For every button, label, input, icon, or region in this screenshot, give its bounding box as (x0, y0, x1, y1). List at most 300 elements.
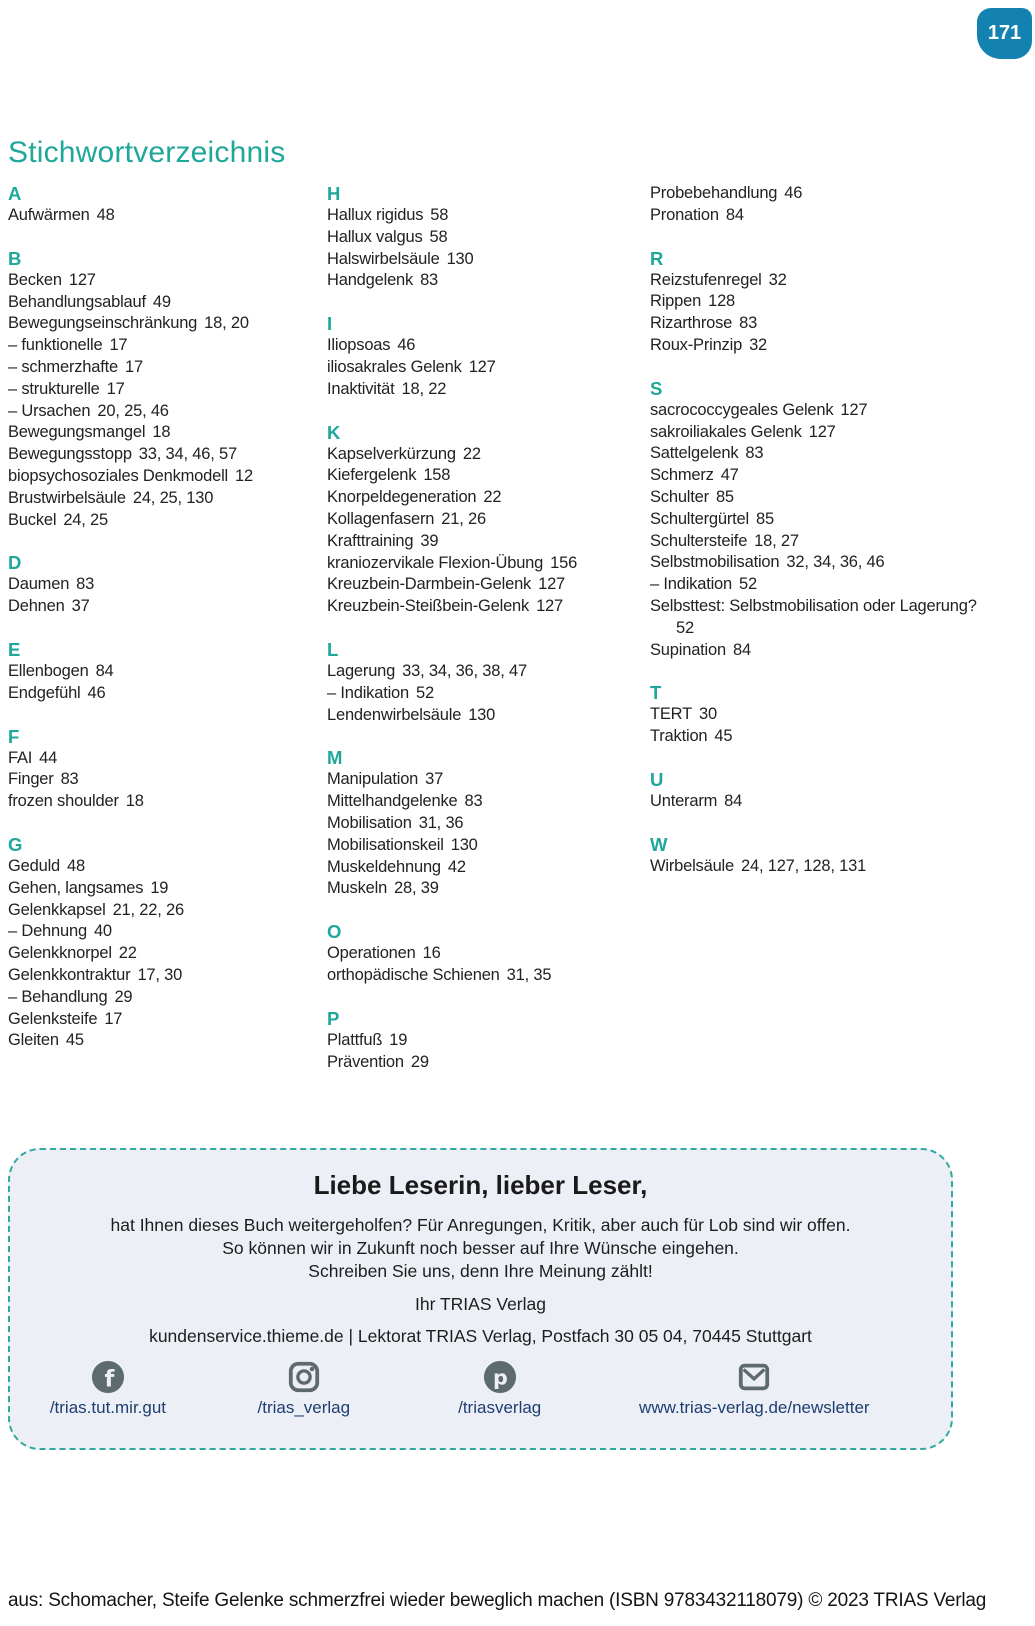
entry-term: Selbsttest: Selbstmobilisation oder Lagerung? (650, 596, 977, 615)
index-entry (8, 900, 321, 922)
entry-term: Kapselverkürzung (327, 444, 456, 463)
index-section-H (327, 183, 644, 292)
index-entry (8, 856, 321, 878)
entry-pages: 22 (483, 488, 502, 507)
index-entry (650, 704, 989, 726)
index-entry (327, 465, 644, 487)
index-entry (327, 1030, 644, 1052)
index-entry (327, 444, 644, 466)
entry-pages: 19 (150, 878, 169, 897)
index-entry (8, 313, 321, 335)
index-column-3 (650, 183, 995, 1094)
index-section-R (650, 248, 989, 357)
section-letter: A (8, 183, 22, 204)
entry-pages: 85 (715, 487, 734, 506)
index-entry (8, 596, 321, 618)
index-entry (327, 769, 644, 791)
entry-pages: 30 (698, 705, 717, 724)
index-entry (650, 726, 989, 748)
entry-pages: 127 (808, 422, 836, 441)
entry-term: Finger (8, 770, 54, 789)
social-row (10, 1360, 951, 1418)
entry-pages: 84 (95, 661, 114, 680)
social-handle[interactable]: www.trias-verlag.de/newsletter (639, 1398, 870, 1417)
index-section-D (8, 552, 321, 618)
entry-pages: 127 (468, 357, 496, 376)
section-letter: W (650, 833, 668, 855)
index-entry (650, 291, 989, 313)
index-entry (8, 510, 321, 532)
index-entry (650, 270, 989, 292)
section-letter: U (650, 768, 664, 790)
section-letter: G (8, 833, 23, 855)
entry-pages: 24, 25 (63, 510, 109, 529)
entry-term: Iliopsoas (327, 336, 391, 355)
entry-pages: 52 (739, 575, 757, 594)
index-entry (327, 596, 644, 618)
index-entry (8, 683, 321, 705)
entry-pages: 48 (67, 856, 85, 875)
entry-term: Schultersteife (650, 531, 748, 550)
index-entry (327, 878, 644, 900)
entry-term: Gelenkkapsel (8, 900, 106, 919)
entry-pages: 17 (125, 357, 143, 376)
social-item[interactable] (10, 1360, 206, 1418)
instagram-icon[interactable] (206, 1360, 402, 1396)
index-section-continued (650, 183, 989, 227)
entry-pages: 83 (739, 314, 758, 333)
entry-term: Buckel (8, 510, 57, 529)
index-section-O (327, 921, 644, 987)
pinterest-icon[interactable] (402, 1360, 598, 1396)
entry-term: Bewegungsstopp (8, 445, 132, 464)
entry-pages: 40 (93, 922, 112, 941)
section-letter: D (8, 552, 22, 574)
entry-pages: 22 (118, 944, 137, 963)
index-entry (327, 661, 644, 683)
index-section-L (327, 639, 644, 726)
entry-term: Reizstufenregel (650, 270, 762, 289)
index-entry (650, 552, 989, 574)
index-entry (8, 444, 321, 466)
entry-term: Halswirbelsäule (327, 249, 440, 268)
index-entry (327, 270, 644, 292)
entry-term: Gelenksteife (8, 1009, 98, 1028)
entry-term: Kreuzbein-Steißbein-Gelenk (327, 597, 530, 616)
entry-pages: 39 (420, 531, 439, 550)
entry-term: TERT (650, 705, 692, 724)
letter-contact[interactable]: kundenservice.thieme.de | Lektorat TRIAS Verlag, Postfach 30 05 04, 70445 Stuttgart (149, 1326, 812, 1346)
index-entry (650, 443, 989, 465)
index-entry (650, 205, 989, 227)
section-letter: M (327, 747, 343, 769)
entry-pages: 83 (60, 770, 79, 789)
index-entry (327, 205, 644, 227)
entry-pages: 17 (106, 379, 125, 398)
index-column-2 (327, 183, 650, 1094)
entry-pages: 18 (125, 792, 144, 811)
entry-term: Rizarthrose (650, 314, 733, 333)
entry-term: Bewegungsmangel (8, 423, 146, 442)
entry-term: orthopädische Schienen (327, 965, 500, 984)
entry-term: – strukturelle (8, 379, 100, 398)
index-entry (8, 357, 321, 379)
social-item[interactable] (402, 1360, 598, 1418)
entry-term: Daumen (8, 575, 70, 594)
index-entry (327, 335, 644, 357)
entry-term: Gleiten (8, 1031, 59, 1050)
index-entry (8, 335, 321, 357)
letter-message-line: Schreiben Sie uns, denn Ihre Meinung zählt! (308, 1261, 653, 1281)
entry-pages: 28, 39 (394, 879, 439, 898)
facebook-icon[interactable] (10, 1360, 206, 1396)
entry-pages: 18, 20 (204, 314, 249, 333)
section-letter: B (8, 247, 22, 269)
index-entry (327, 813, 644, 835)
index-section-K (327, 422, 644, 618)
index-entry (8, 466, 321, 488)
entry-term: Selbstmobilisation (650, 553, 780, 572)
entry-pages: 18, 22 (401, 379, 447, 398)
index-entry (327, 791, 644, 813)
entry-term: sakroiliakales Gelenk (650, 422, 802, 441)
entry-term: FAI (8, 748, 33, 767)
index-section-M (327, 747, 644, 900)
entry-term: Manipulation (327, 770, 419, 789)
index-entry (8, 401, 321, 423)
entry-pages: 130 (450, 835, 478, 854)
entry-pages: 31, 36 (418, 813, 464, 832)
entry-pages: 127 (68, 270, 96, 289)
entry-term: Schulter (650, 487, 709, 506)
index-entry (8, 270, 321, 292)
index-entry (327, 705, 644, 727)
entry-term: – funktionelle (8, 336, 103, 355)
index-entry (327, 509, 644, 531)
entry-term: Muskeln (327, 879, 388, 898)
index-section-U (650, 769, 989, 813)
entry-pages: 85 (756, 509, 774, 528)
index-entry (327, 553, 644, 575)
svg-text:f: f (104, 1366, 115, 1393)
entry-term: – Behandlung (8, 987, 108, 1006)
entry-pages: 16 (422, 944, 441, 963)
entry-pages: 46 (784, 184, 803, 202)
entry-term: Ellenbogen (8, 661, 89, 680)
index-entry (650, 640, 989, 662)
index-entry (650, 531, 989, 553)
entry-term: – schmerzhafte (8, 357, 119, 376)
index-entry (8, 379, 321, 401)
index-entry (8, 205, 321, 227)
letter-message (10, 1214, 951, 1283)
entry-pages: 32 (768, 270, 787, 289)
entry-term: Aufwärmen (8, 206, 90, 224)
entry-term: Behandlungsablauf (8, 292, 146, 311)
entry-term: Inaktivität (327, 379, 395, 398)
section-letter: H (327, 183, 341, 204)
entry-pages: 37 (425, 770, 444, 789)
entry-term: Plattfuß (327, 1030, 383, 1049)
entry-term: biopsychosoziales Denkmodell (8, 466, 229, 485)
entry-pages: 83 (464, 792, 483, 811)
section-letter: P (327, 1007, 340, 1029)
index-entry (8, 661, 321, 683)
index-entry (327, 857, 644, 879)
index-entry (327, 943, 644, 965)
index-entry (650, 791, 989, 813)
index-entry (327, 835, 644, 857)
entry-pages: 17, 30 (137, 965, 183, 984)
index-section-E (8, 639, 321, 705)
entry-pages: 24, 25, 130 (132, 488, 214, 507)
entry-pages: 48 (96, 206, 115, 224)
entry-pages: 18 (152, 423, 171, 442)
index-entry (327, 965, 644, 987)
entry-pages: 24, 127, 128, 131 (741, 856, 867, 875)
entry-term: Gehen, langsames (8, 878, 144, 897)
entry-pages: 29 (114, 987, 133, 1006)
entry-term: Pronation (650, 205, 719, 224)
index-section-S (650, 378, 989, 662)
index-entry (8, 292, 321, 314)
index-section-P (327, 1008, 644, 1074)
entry-pages: 45 (65, 1031, 84, 1050)
entry-term: Geduld (8, 856, 61, 875)
index-section-T (650, 682, 989, 748)
entry-term: Traktion (650, 727, 708, 746)
entry-term: Supination (650, 640, 726, 659)
entry-term: Hallux rigidus (327, 206, 424, 224)
entry-term: Wirbelsäule (650, 856, 734, 875)
entry-pages: 52 (416, 683, 434, 702)
index-entry (650, 400, 989, 422)
entry-term: Muskeldehnung (327, 857, 441, 876)
page-title: Stichwortverzeichnis (8, 136, 286, 169)
entry-term: Unterarm (650, 791, 718, 810)
index-entry (327, 249, 644, 271)
entry-term: Mittelhandgelenke (327, 792, 458, 811)
index-section-A (8, 183, 321, 227)
index-entry (327, 683, 644, 705)
entry-term: Sattelgelenk (650, 444, 739, 463)
index-section-B (8, 248, 321, 532)
page-number: 171 (987, 22, 1022, 44)
index-entry (8, 1009, 321, 1031)
entry-term: – Dehnung (8, 922, 87, 941)
entry-pages: 45 (714, 727, 733, 746)
footer-credit: aus: Schomacher, Steife Gelenke schmerzfrei wieder beweglich machen (ISBN 9783432118079) © 2023 TRIAS Verlag (8, 1590, 987, 1611)
section-letter: R (650, 247, 664, 269)
index-entry (327, 487, 644, 509)
entry-term: Probebehandlung (650, 184, 778, 202)
index-entry (8, 921, 321, 943)
entry-term: – Indikation (650, 575, 732, 594)
entry-pages: 37 (71, 597, 90, 616)
index-entry (650, 313, 989, 335)
page-number-badge (977, 8, 1032, 59)
entry-pages: 17 (104, 1009, 123, 1028)
entry-pages: 17 (109, 336, 128, 355)
social-handle[interactable]: /trias.tut.mir.gut (49, 1398, 167, 1417)
entry-term: Prävention (327, 1052, 404, 1071)
entry-term: Roux-Prinzip (650, 335, 743, 354)
index-entry (650, 465, 989, 487)
entry-term: iliosakrales Gelenk (327, 357, 462, 376)
entry-pages: 49 (152, 292, 171, 311)
social-handle[interactable]: /trias_verlag (257, 1398, 351, 1417)
entry-pages: 42 (447, 857, 466, 876)
index-entry (8, 488, 321, 510)
section-letter: T (650, 682, 662, 704)
letter-signature: Ihr TRIAS Verlag (415, 1294, 546, 1314)
entry-pages: 20, 25, 46 (97, 401, 169, 420)
entry-term: Kiefergelenk (327, 466, 417, 485)
index-entry (8, 965, 321, 987)
entry-term: Knorpeldegeneration (327, 488, 477, 507)
entry-pages: 19 (389, 1030, 408, 1049)
entry-term: Brustwirbelsäule (8, 488, 126, 507)
entry-pages: 58 (429, 227, 448, 246)
index-columns (8, 183, 995, 1094)
index-entry (650, 422, 989, 444)
entry-pages: 83 (420, 271, 439, 290)
entry-pages: 128 (708, 292, 736, 311)
entry-pages: 83 (76, 575, 95, 594)
index-entry (327, 574, 644, 596)
entry-pages: 127 (840, 400, 868, 419)
social-item[interactable] (206, 1360, 402, 1418)
entry-term: Schmerz (650, 466, 714, 485)
index-entry (327, 531, 644, 553)
entry-term: Operationen (327, 944, 416, 963)
index-column-1 (8, 183, 327, 1094)
entry-term: Lendenwirbelsäule (327, 705, 462, 724)
letter-message-line: So können wir in Zukunft noch besser auf Ihre Wünsche eingehen. (222, 1238, 739, 1258)
index-entry (8, 878, 321, 900)
entry-pages: 31, 35 (506, 965, 552, 984)
entry-pages: 156 (550, 553, 578, 572)
entry-pages: 52 (676, 618, 694, 637)
entry-term: Becken (8, 270, 62, 289)
entry-term: Kollagenfasern (327, 509, 435, 528)
entry-pages: 12 (235, 466, 253, 485)
entry-pages: 158 (423, 466, 451, 485)
entry-pages: 29 (410, 1052, 429, 1071)
index-entry (650, 487, 989, 509)
index-entry (8, 791, 321, 813)
entry-pages: 33, 34, 46, 57 (138, 445, 237, 464)
entry-term: frozen shoulder (8, 792, 119, 811)
index-entry (650, 596, 989, 640)
index-entry (8, 1030, 321, 1052)
entry-term: Schultergürtel (650, 509, 750, 528)
entry-term: Handgelenk (327, 271, 414, 290)
entry-pages: 46 (87, 683, 106, 702)
entry-term: Gelenkkontraktur (8, 965, 131, 984)
index-entry (8, 943, 321, 965)
email-icon[interactable] (598, 1360, 911, 1396)
index-entry (327, 1052, 644, 1074)
index-entry (8, 987, 321, 1009)
index-entry (650, 335, 989, 357)
entry-term: Gelenkknorpel (8, 944, 112, 963)
entry-term: kraniozervikale Flexion-Übung (327, 553, 544, 572)
entry-pages: 58 (430, 206, 449, 224)
entry-pages: 21, 26 (441, 509, 486, 528)
section-letter: E (8, 638, 21, 660)
index-entry (8, 748, 321, 770)
index-section-F (8, 726, 321, 813)
svg-text:p: p (492, 1365, 508, 1390)
index-entry (8, 769, 321, 791)
entry-pages: 33, 34, 36, 38, 47 (402, 661, 527, 680)
index-section-W (650, 834, 989, 878)
index-section-G (8, 834, 321, 1052)
entry-term: Rippen (650, 292, 702, 311)
entry-pages: 130 (446, 249, 474, 268)
index-entry (327, 227, 644, 249)
social-item[interactable] (598, 1360, 911, 1418)
entry-pages: 18, 27 (754, 531, 799, 550)
letter-title: Liebe Leserin, lieber Leser, (313, 1170, 648, 1200)
entry-term: Lagerung (327, 661, 396, 680)
index-entry (650, 183, 989, 205)
entry-pages: 44 (39, 748, 58, 767)
entry-term: – Indikation (327, 683, 409, 702)
letter-message-line: hat Ihnen dieses Buch weitergeholfen? Für Anregungen, Kritik, aber auch für Lob sind wir offen. (110, 1215, 851, 1235)
index-entry (327, 379, 644, 401)
entry-pages: 32 (749, 335, 768, 354)
entry-pages: 84 (724, 791, 743, 810)
entry-pages: 22 (462, 444, 481, 463)
entry-pages: 84 (725, 205, 744, 224)
section-letter: I (327, 313, 333, 335)
entry-term: Dehnen (8, 597, 65, 616)
social-handle[interactable]: /triasverlag (458, 1398, 542, 1417)
entry-pages: 83 (745, 444, 764, 463)
entry-pages: 47 (720, 466, 739, 485)
entry-term: Endgefühl (8, 683, 81, 702)
index-section-I (327, 313, 644, 400)
entry-pages: 46 (397, 336, 416, 355)
entry-term: Hallux valgus (327, 227, 423, 246)
entry-term: sacrococcygeales Gelenk (650, 400, 834, 419)
index-entry (8, 574, 321, 596)
entry-pages: 127 (536, 597, 564, 616)
entry-term: Mobilisationskeil (327, 835, 444, 854)
entry-pages: 84 (732, 640, 751, 659)
index-entry (650, 509, 989, 531)
section-letter: F (8, 725, 20, 747)
entry-pages: 32, 34, 36, 46 (786, 553, 885, 572)
entry-term: Krafttraining (327, 531, 414, 550)
entry-pages: 21, 22, 26 (112, 900, 184, 919)
section-letter: O (327, 921, 342, 943)
entry-pages: 130 (468, 705, 496, 724)
entry-pages: 127 (538, 575, 566, 594)
entry-term: Bewegungseinschränkung (8, 314, 198, 333)
reader-letter-box (8, 1148, 953, 1450)
section-letter: S (650, 377, 663, 399)
index-entry (327, 357, 644, 379)
section-letter: L (327, 638, 339, 660)
index-entry (650, 856, 989, 878)
index-entry (8, 422, 321, 444)
index-entry (650, 574, 989, 596)
entry-term: – Ursachen (8, 401, 91, 420)
section-letter: K (327, 421, 341, 443)
